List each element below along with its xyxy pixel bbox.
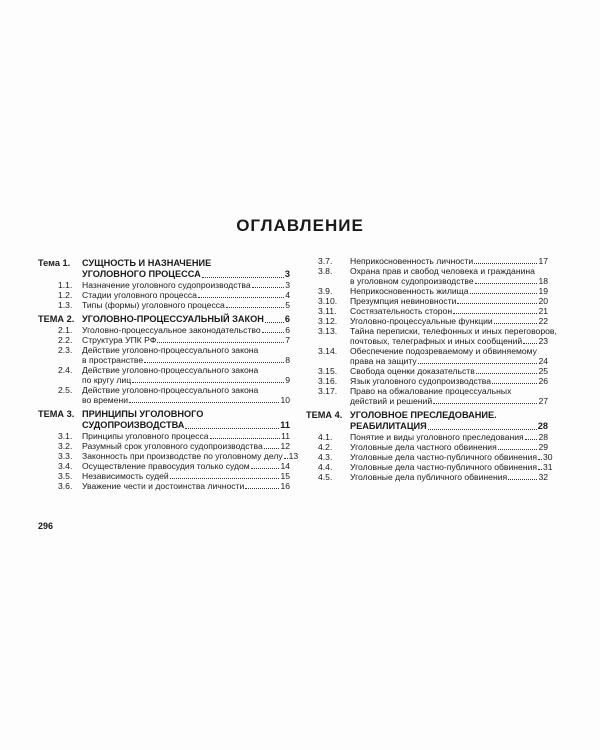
toc-entry-number: 3.10.: [318, 296, 338, 306]
toc-entry: [38, 441, 290, 451]
toc-entry-number: 4.4.: [318, 462, 333, 472]
toc-entry-number: 2.2.: [58, 335, 73, 345]
toc-entry: [306, 452, 553, 462]
toc-entry-page: 3: [285, 280, 290, 290]
toc-entry-title: Уголовно-процессуальные функции: [350, 316, 493, 326]
toc-entry-title: Презумпция невиновности: [350, 296, 457, 306]
toc-entry-title: Законность при производстве по уголовному делу: [82, 451, 283, 461]
toc-entry: [38, 300, 290, 310]
toc-entry-title: Действие уголовно-процессуального закона: [82, 385, 259, 395]
toc-entry-title: в уголовном судопроизводстве: [350, 276, 474, 286]
toc-entry-title: Уголовно-процессуальное законодательство: [82, 325, 261, 335]
toc-leader-dots: [428, 429, 537, 430]
toc-entry-title: РЕАБИЛИТАЦИЯ: [350, 421, 427, 431]
toc-left-column: [38, 256, 299, 491]
toc-entry: [306, 256, 548, 266]
toc-entry-title: Охрана прав и свобод человека и гражданина: [350, 266, 535, 276]
toc-entry-page: 27: [538, 396, 548, 406]
toc-entry-number: 3.8.: [318, 266, 333, 276]
toc-entry-title: Принципы уголовного процесса: [82, 431, 209, 441]
toc-entry-title: во времени: [82, 395, 128, 405]
toc-entry-title: Структура УПК РФ: [82, 335, 157, 345]
toc-entry: [38, 481, 290, 491]
toc-entry-page: 3: [284, 269, 290, 279]
toc-leader-dots: [144, 362, 284, 363]
toc-entry-title: в пространстве: [82, 355, 144, 365]
page-title: ОГЛАВЛЕНИЕ: [236, 216, 364, 235]
toc-entry-number: 3.14.: [318, 346, 338, 356]
toc-entry-title: Осуществление правосудия только судом: [82, 461, 250, 471]
toc-leader-dots: [251, 468, 280, 469]
toc-theme-entry: [38, 409, 290, 431]
toc-entry-number: 3.2.: [58, 441, 73, 451]
toc-entry-number: 1.2.: [58, 290, 73, 300]
toc-leader-dots: [494, 323, 538, 324]
toc-entry-page: 23: [538, 336, 548, 346]
toc-entry-number: 4.2.: [318, 442, 333, 452]
toc-entry-title: ПРИНЦИПЫ УГОЛОВНОГО: [82, 409, 204, 419]
toc-entry-title: Уважение чести и достоинства личности: [82, 481, 245, 491]
toc-entry-number: 2.5.: [58, 385, 73, 395]
toc-entry-page: 4: [285, 290, 290, 300]
toc-entry-title: Стадии уголовного процесса: [82, 290, 197, 300]
toc-entry: [38, 385, 290, 405]
toc-entry-title: УГОЛОВНОГО ПРОЦЕССА: [82, 269, 201, 279]
toc-entry-page: 21: [538, 306, 548, 316]
toc-entry-number: 3.5.: [58, 471, 73, 481]
toc-entry-number: 2.4.: [58, 365, 73, 375]
toc-entry-title: Разумный срок уголовного судопроизводства: [82, 441, 263, 451]
toc-entry-page: 28: [537, 421, 548, 431]
toc-leader-dots: [523, 343, 537, 344]
toc-entry-number: 3.16.: [318, 376, 338, 386]
toc-entry-number: 3.11.: [318, 306, 337, 316]
toc-entry-title: действий и решений: [350, 396, 433, 406]
toc-leader-dots: [226, 307, 284, 308]
toc-leader-dots: [474, 263, 537, 264]
toc-leader-dots: [492, 383, 537, 384]
toc-leader-dots: [170, 478, 280, 479]
toc-entry: [306, 472, 548, 482]
toc-entry-page: 6: [285, 325, 290, 335]
toc-entry-page: 12: [280, 441, 290, 451]
toc-entry-number: 4.1.: [318, 432, 333, 442]
toc-leader-dots: [508, 479, 537, 480]
toc-entry-title: по кругу лиц: [82, 375, 132, 385]
toc-entry-number: 3.9.: [318, 286, 333, 296]
toc-entry-title: Назначение уголовного судопроизводства: [82, 280, 251, 290]
toc-entry: [38, 431, 290, 441]
toc-entry-title: Неприкосновенность личности: [350, 256, 474, 266]
toc-entry-title: Действие уголовно-процессуального закона: [82, 365, 259, 375]
toc-entry-title: УГОЛОВНОЕ ПРЕСЛЕДОВАНИЕ.: [350, 410, 497, 420]
toc-leader-dots: [210, 438, 281, 439]
toc-theme-entry: [306, 410, 548, 432]
toc-entry-number: 3.13.: [318, 326, 338, 336]
toc-entry-number: 1.3.: [58, 300, 73, 310]
toc-entry-page: 14: [280, 461, 290, 471]
toc-entry-page: 5: [285, 300, 290, 310]
toc-entry-page: 15: [280, 471, 290, 481]
toc-entry-page: 29: [538, 442, 548, 452]
toc-entry-title: Уголовные дела частного обвинения: [350, 442, 497, 452]
toc-entry: [38, 461, 290, 471]
toc-entry-number: ТЕМА 4.: [306, 410, 343, 420]
toc-entry-page: 9: [285, 375, 290, 385]
toc-entry: [306, 286, 548, 296]
toc-entry-number: 3.3.: [58, 451, 73, 461]
toc-leader-dots: [476, 373, 538, 374]
toc-entry-page: 16: [280, 481, 290, 491]
toc-entry-page: 18: [538, 276, 548, 286]
toc-entry-number: Тема 1.: [38, 258, 71, 268]
toc-entry: [38, 325, 290, 335]
toc-leader-dots: [498, 449, 538, 450]
toc-entry: [306, 306, 548, 316]
toc-entry-title: Типы (формы) уголовного процесса: [82, 300, 225, 310]
toc-entry-title: Уголовные дела публичного обвинения: [350, 472, 508, 482]
toc-entry: [38, 290, 290, 300]
toc-right-column: [306, 256, 557, 482]
toc-entry-page: 19: [538, 286, 548, 296]
toc-entry-page: 24: [538, 356, 548, 366]
toc-leader-dots: [457, 303, 537, 304]
toc-entry-title: Неприкосновенность жилища: [350, 286, 469, 296]
toc-entry-page: 26: [538, 376, 548, 386]
toc-leader-dots: [284, 458, 288, 459]
toc-entry-title: Действие уголовно-процессуального закона: [82, 345, 259, 355]
toc-leader-dots: [245, 488, 279, 489]
toc-entry-page: 22: [538, 316, 548, 326]
toc-entry-page: 30: [543, 452, 553, 462]
toc-entry-page: 17: [538, 256, 548, 266]
toc-entry: [306, 462, 553, 472]
toc-entry-page: 32: [538, 472, 548, 482]
toc-entry-title: Понятие и виды уголовного преследования: [350, 432, 524, 442]
toc-leader-dots: [129, 402, 279, 403]
toc-theme-entry: [38, 314, 290, 325]
toc-leader-dots: [470, 293, 538, 294]
toc-entry-title: Тайна переписки, телефонных и иных переговоров,: [350, 326, 557, 336]
toc-entry-page: 31: [543, 462, 553, 472]
toc-leader-dots: [185, 428, 279, 429]
toc-leader-dots: [538, 459, 542, 460]
toc-entry: [306, 432, 548, 442]
toc-entry-number: 4.3.: [318, 452, 333, 462]
toc-entry-number: 3.17.: [318, 386, 338, 396]
toc-entry-page: 20: [538, 296, 548, 306]
toc-leader-dots: [132, 382, 284, 383]
toc-entry-number: 3.4.: [58, 461, 73, 471]
toc-leader-dots: [252, 287, 285, 288]
toc-entry: [38, 335, 290, 345]
toc-leader-dots: [433, 403, 537, 404]
toc-entry-number: 3.12.: [318, 316, 338, 326]
toc-leader-dots: [265, 322, 284, 323]
toc-entry-title: УГОЛОВНО-ПРОЦЕССУАЛЬНЫЙ ЗАКОН: [82, 314, 264, 324]
toc-entry-title: почтовых, телеграфных и иных сообщений: [350, 336, 523, 346]
toc-entry-page: 7: [285, 335, 290, 345]
toc-entry: [306, 296, 548, 306]
toc-entry-title: Право на обжалование процессуальных: [350, 386, 512, 396]
toc-leader-dots: [262, 332, 285, 333]
toc-entry-number: 2.3.: [58, 345, 73, 355]
toc-entry-page: 8: [285, 355, 290, 365]
toc-leader-dots: [202, 277, 284, 278]
toc-entry-page: 25: [538, 366, 548, 376]
toc-leader-dots: [264, 448, 280, 449]
toc-leader-dots: [525, 439, 538, 440]
toc-entry-page: 13: [288, 451, 299, 461]
toc-entry-title: Свобода оценки доказательств: [350, 366, 475, 376]
toc-entry-number: 1.1.: [58, 280, 73, 290]
toc-entry-number: 3.1.: [58, 431, 73, 441]
toc-entry-number: ТЕМА 3.: [38, 409, 75, 419]
toc-entry: [38, 451, 299, 461]
toc-entry: [38, 365, 290, 385]
toc-leader-dots: [198, 297, 284, 298]
toc-entry: [306, 386, 548, 406]
toc-entry-page: 11: [280, 420, 290, 430]
toc-entry: [38, 345, 290, 365]
toc-leader-dots: [453, 313, 537, 314]
toc-leader-dots: [157, 342, 284, 343]
toc-entry: [38, 471, 290, 481]
toc-entry-page: 10: [280, 395, 290, 405]
toc-entry-title: СУДОПРОИЗВОДСТВА: [82, 420, 185, 430]
toc-entry-title: Язык уголовного судопроизводства: [350, 376, 492, 386]
toc-entry-title: Уголовные дела частно-публичного обвинения: [350, 462, 538, 472]
toc-entry-number: 4.5.: [318, 472, 333, 482]
toc-entry-title: Обеспечение подозреваемому и обвиняемому: [350, 346, 537, 356]
toc-entry-title: Уголовные дела частно-публичного обвинения: [350, 452, 538, 462]
toc-entry-number: 3.7.: [318, 256, 333, 266]
toc-entry-title: Состязательность сторон: [350, 306, 453, 316]
toc-entry: [38, 280, 290, 290]
toc-theme-entry: [38, 258, 290, 280]
toc-leader-dots: [418, 363, 538, 364]
toc-entry-number: 3.6.: [58, 481, 73, 491]
toc-entry-page: 6: [284, 314, 290, 324]
toc-entry: [306, 442, 548, 452]
toc-entry: [306, 316, 548, 326]
toc-entry: [306, 366, 548, 376]
toc-entry-title: права на защиту: [350, 356, 417, 366]
toc-entry-number: 2.1.: [58, 325, 73, 335]
toc-entry-page: 28: [538, 432, 548, 442]
toc-entry-page: 11: [281, 431, 290, 441]
toc-entry: [306, 326, 557, 346]
toc-entry-title: Независимость судей: [82, 471, 169, 481]
toc-entry-title: СУЩНОСТЬ И НАЗНАЧЕНИЕ: [82, 258, 212, 268]
page-number: 296: [38, 521, 54, 531]
toc-entry: [306, 376, 548, 386]
toc-entry: [306, 346, 548, 366]
toc-leader-dots: [475, 283, 538, 284]
toc-entry: [306, 266, 548, 286]
toc-entry-number: ТЕМА 2.: [38, 314, 75, 324]
toc-leader-dots: [538, 469, 542, 470]
toc-entry-number: 3.15.: [318, 366, 338, 376]
